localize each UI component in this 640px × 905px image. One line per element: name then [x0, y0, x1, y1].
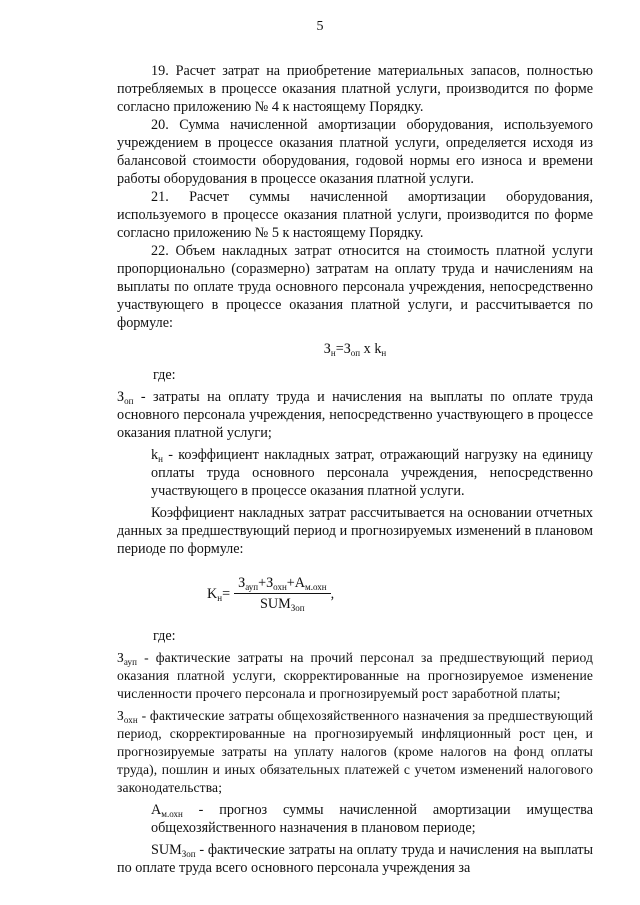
formula-symbol: SUM: [260, 596, 291, 612]
definition-symbol: k: [151, 447, 159, 463]
definition-zaup: [117, 649, 593, 703]
definition-text: - прогноз суммы начисленной амортизации имущества общехозяйственного назначения в плановом периоде;: [151, 802, 593, 836]
definition-symbol: З: [117, 650, 124, 665]
definition-subscript: охн: [123, 715, 138, 725]
definition-amohn: [117, 801, 593, 837]
formula-symbol: x k: [360, 341, 382, 357]
definition-text: - фактические затраты на оплату труда и начисления на выплаты по оплате труда всего основного персонала учреждения за: [117, 842, 593, 876]
paragraph-21: 21. Расчет суммы начисленной амортизации оборудования, используемого в процессе оказания платной услуги, производится по форме согласно приложению № 5 к настоящему Порядку.: [117, 189, 593, 241]
definition-text: - коэффициент накладных затрат, отражающий нагрузку на единицу оплаты труда основного персонала учреждения, непосредственно участвующего в процессе оказания платной услуги.: [151, 447, 593, 499]
definition-sum: [117, 841, 593, 877]
definition-subscript: оп: [124, 396, 134, 406]
formula-lhs: [207, 585, 230, 603]
formula-subscript: м.охн: [305, 582, 327, 592]
definition-symbol: SUM: [151, 842, 182, 858]
formula-denominator: [260, 594, 305, 613]
formula-symbol: З: [323, 341, 331, 357]
definition-text: - фактические затраты общехозяйственного назначения за предшествующий период, скорректированные на прогнозируемый инфляционный рост цен, и прогнозируемые затраты на уплату налогов (кроме налогов на фонд оплаты труда), пошлин и иных обязательных платежей с учетом изменений налогового законодательства;: [117, 708, 593, 795]
formula-subscript: охн: [273, 582, 287, 592]
definition-subscript: н: [158, 454, 163, 464]
where-label: где:: [153, 367, 176, 383]
definition-subscript: Зоп: [181, 849, 196, 859]
document-body: [117, 62, 593, 877]
formula-subscript: н: [217, 592, 223, 603]
definition-text: - затраты на оплату труда и начисления на выплаты по оплате труда основного персонала учреждения, непосредственно участвующего в процессе оказания платной услуги;: [117, 389, 593, 441]
formula-overhead-costs: [117, 340, 593, 358]
paragraph-coefficient: Коэффициент накладных затрат рассчитывается на основании отчетных данных за предшествующий период и прогнозируемых изменений в плановом периоде по формуле:: [117, 505, 593, 557]
definition-zop: [117, 388, 593, 442]
where-label: где:: [153, 628, 176, 644]
formula-symbol: =: [222, 585, 231, 602]
formula-fraction: [234, 574, 330, 613]
formula-symbol: K: [207, 585, 218, 602]
formula-subscript: оп: [350, 348, 361, 358]
formula-subscript: Зоп: [290, 603, 305, 613]
formula-subscript: н: [381, 348, 387, 358]
formula-subscript: ауп: [245, 582, 259, 592]
formula-symbol: З: [238, 575, 246, 591]
formula-symbol: =З: [335, 341, 351, 357]
definition-symbol: З: [117, 708, 124, 723]
paragraph-19: 19. Расчет затрат на приобретение материальных запасов, полностью потребляемых в процессе оказания платной услуги, производится по форме согласно приложению № 4 к настоящему Порядку.: [117, 63, 593, 115]
definition-text: - фактические затраты на прочий персонал за предшествующий период оказания платной услуги, скорректированные на прогнозируемое изменение численности прочего персонала и прогнозируемый рост заработной платы;: [117, 650, 593, 701]
formula-coefficient: [207, 574, 334, 613]
formula-subscript: н: [330, 348, 336, 358]
definition-kn: [117, 446, 593, 500]
formula-symbol: ,: [330, 585, 335, 602]
definition-subscript: м.охн: [161, 809, 183, 819]
paragraph-22: 22. Объем накладных затрат относится на стоимость платной услуги пропорционально (соразмерно) затратам на оплату труда и начислениям на выплаты по оплате труда основного персонала учреждения, непосредственно участвующего в процессе оказания платной услуги, и рассчитывается по формуле:: [117, 243, 593, 331]
definition-subscript: ауп: [123, 657, 138, 667]
definition-zohn: [117, 707, 593, 797]
paragraph-20: 20. Сумма начисленной амортизации оборудования, используемого учреждением в процессе оказания платной услуги, определяется исходя из балансовой стоимости оборудования, годовой нормы его износа и времени работы оборудования в процессе оказания платной услуги.: [117, 117, 593, 187]
formula-symbol: +З: [258, 575, 274, 591]
definition-symbol: A: [151, 802, 162, 818]
page-number: 5: [316, 19, 324, 34]
definition-symbol: З: [117, 389, 125, 405]
formula-numerator: [234, 574, 330, 594]
formula-symbol: +A: [286, 575, 306, 591]
